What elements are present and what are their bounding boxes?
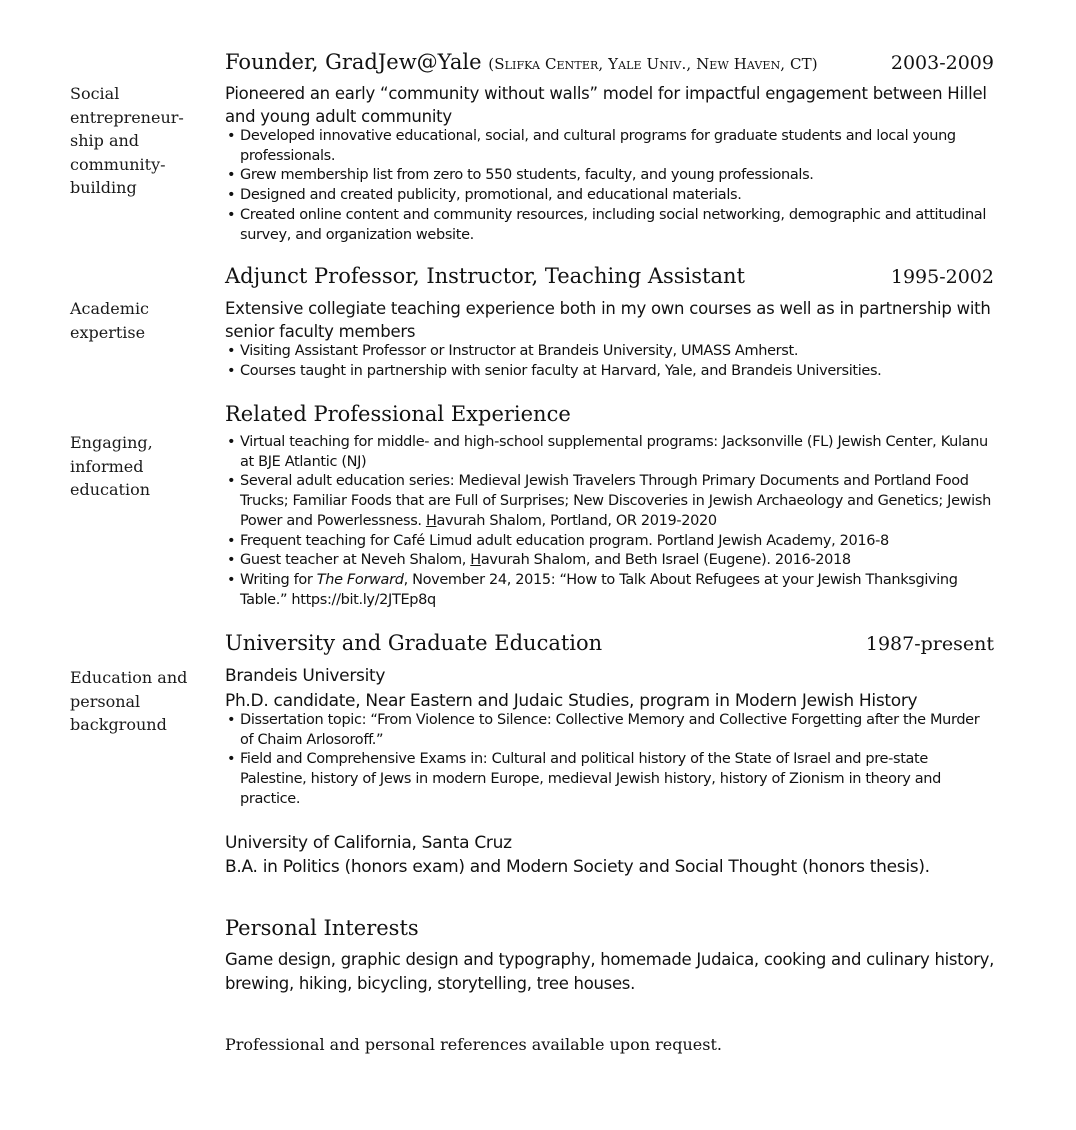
references-note: Professional and personal references available upon request. — [225, 1035, 722, 1054]
list-item: • Created online content and community resources, including social networking, demographic and attitudinal survey, and organization website. — [225, 206, 995, 245]
education-date: 1987-present — [865, 633, 994, 655]
adjunct-heading — [225, 262, 994, 291]
list-item: • Dissertation topic: “From Violence to Silence: Collective Memory and Collective Forgetting after the Murder of Chaim Arlosoroff.” — [225, 711, 995, 750]
list-item: • Visiting Assistant Professor or Instructor at Brandeis University, UMASS Amherst. — [225, 342, 995, 362]
school-brandeis: Brandeis University — [225, 666, 386, 686]
side-label-background: Education and personal background — [70, 668, 188, 734]
founder-heading — [225, 48, 994, 78]
list-item: • Designed and created publicity, promotional, and educational materials. — [225, 186, 995, 206]
adjunct-bullets — [225, 342, 995, 381]
degree-ba: B.A. in Politics (honors exam) and Modern Society and Social Thought (honors thesis). — [225, 857, 930, 877]
list-item: • Guest teacher at Neveh Shalom, Havurah Shalom, and Beth Israel (Eugene). 2016-2018 — [225, 551, 995, 571]
founder-title-line — [225, 48, 818, 78]
list-item: • Courses taught in partnership with senior faculty at Harvard, Yale, and Brandeis Universities. — [225, 362, 995, 382]
list-item: • Several adult education series: Medieval Jewish Travelers Through Primary Documents and Portland Food Trucks; Familiar Foods that are Full of Surprises; New Discoveries in Jewish Archaeology and Genetics; Jewish Power and Powerlessness. Havurah Shalom, Portland, OR 2019-2020 — [225, 472, 995, 531]
list-item: • Virtual teaching for middle- and high-school supplemental programs: Jacksonville (FL) Jewish Center, Kulanu at BJE Atlantic (NJ) — [225, 433, 995, 472]
related-bullets — [225, 433, 995, 610]
education-bullets — [225, 711, 995, 810]
adjunct-date: 1995-2002 — [890, 266, 994, 288]
interests-heading — [225, 914, 994, 942]
education-title: University and Graduate Education — [225, 631, 603, 655]
founder-bullets — [225, 127, 995, 245]
interests-title: Personal Interests — [225, 916, 419, 940]
education-heading — [225, 629, 994, 658]
list-item: • Developed innovative educational, social, and cultural programs for graduate students and local young professionals. — [225, 127, 995, 166]
related-heading — [225, 400, 994, 428]
degree-phd: Ph.D. candidate, Near Eastern and Judaic Studies, program in Modern Jewish History — [225, 691, 918, 711]
list-item: • Frequent teaching for Café Limud adult education program. Portland Jewish Academy, 2016-8 — [225, 532, 995, 552]
list-item: • Field and Comprehensive Exams in: Cultural and political history of the State of Israel and pre-state Palestine, history of Jews in modern Europe, medieval Jewish history, history of Zionism in theory and practice. — [225, 750, 995, 809]
list-item: • Writing for The Forward, November 24, 2015: “How to Talk About Refugees at your Jewish Thanksgiving Table.” https://bit.ly/2JTEp8q — [225, 571, 995, 610]
related-title: Related Professional Experience — [225, 402, 571, 426]
founder-lead: Pioneered an early “community without walls” model for impactful engagement between Hillel and young adult community — [225, 84, 987, 126]
founder-title: Founder, GradJew@Yale — [225, 50, 482, 74]
side-label-academic: Academic expertise — [70, 299, 150, 342]
interests-text: Game design, graphic design and typography, homemade Judaica, cooking and culinary history, brewing, hiking, bicycling, storytelling, tree houses. — [225, 950, 995, 993]
adjunct-title: Adjunct Professor, Instructor, Teaching Assistant — [225, 264, 745, 288]
school-ucsc: University of California, Santa Cruz — [225, 833, 512, 853]
founder-date: 2003-2009 — [890, 52, 994, 74]
adjunct-lead: Extensive collegiate teaching experience both in my own courses as well as in partnership with senior faculty members — [225, 299, 991, 341]
founder-org: (Slifka Center, Yale Univ., New Haven, CT) — [488, 55, 818, 73]
side-label-community: Social entrepreneur- ship and community- building — [70, 84, 184, 197]
side-label-education-engaging: Engaging, informed education — [70, 433, 153, 499]
list-item: • Grew membership list from zero to 550 students, faculty, and young professionals. — [225, 166, 995, 186]
